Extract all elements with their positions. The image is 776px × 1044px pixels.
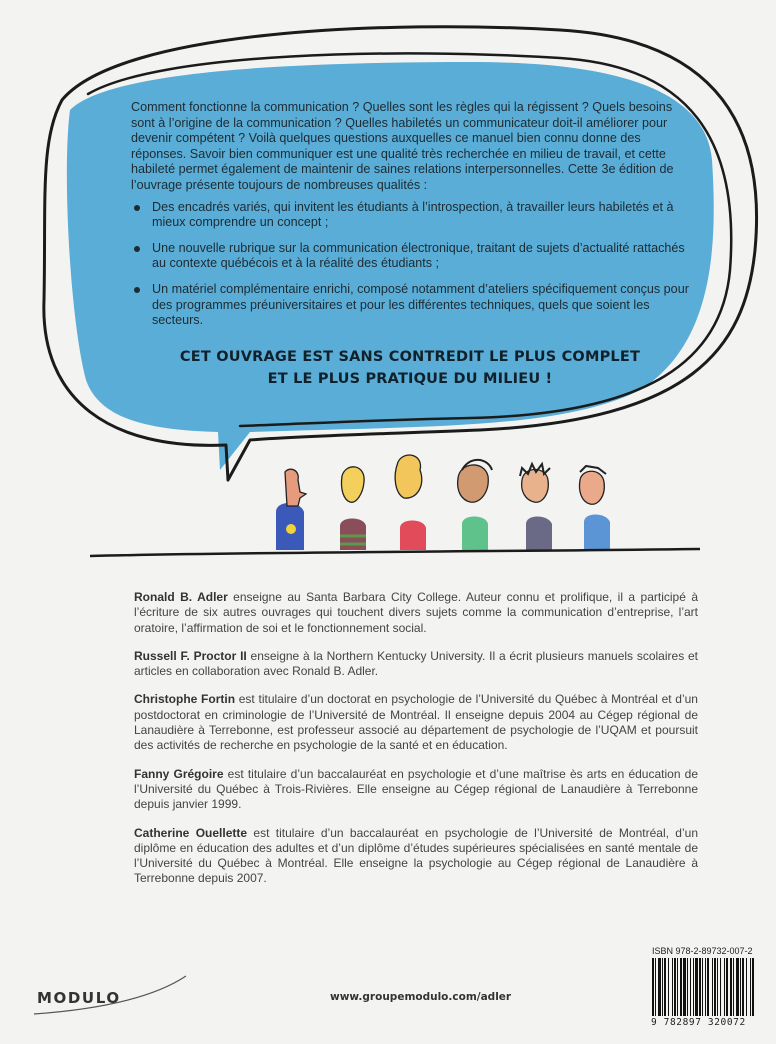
figure-1-icon xyxy=(276,469,306,550)
isbn-label: ISBN 978-2-89732-007-2 xyxy=(652,946,753,956)
figure-4-icon xyxy=(458,460,492,550)
author-bio xyxy=(134,590,698,636)
website-url[interactable]: www.groupemodulo.com/adler xyxy=(330,991,512,1003)
author-bio-text: est titulaire d’un baccalauréat en psychologie de l’Université de Montréal, d’un diplôme en éducation des adultes et d’un diplôme d’études supérieures spécialisées en santé mentale de l’Université du Québec à Montréal. Elle enseigne la psychologie au Cégep régional de Lanaudière à Terrebonne depuis 2007. xyxy=(134,825,698,886)
author-name: Ronald B. Adler xyxy=(134,590,228,604)
publisher-logo: MODULO xyxy=(37,989,121,1007)
list-item: Des encadrés variés, qui invitent les étudiants à l’introspection, à travailler leurs habiletés et à mieux comprendre un concept ; xyxy=(131,200,697,231)
author-name: Catherine Ouellette xyxy=(134,825,248,840)
figure-2-icon xyxy=(340,467,366,550)
list-item: Un matériel complémentaire enrichi, composé notamment d’ateliers spécifiquement conçus pour des programmes préuniversitaires et pour les différentes techniques, quels que soient les secteurs. xyxy=(131,282,697,329)
author-name: Russell F. Proctor II xyxy=(134,648,247,663)
author-bio-text: enseigne au Santa Barbara City College. Auteur connu et prolifique, il a participé à l’écriture de six autres ouvrages qui touchent divers sujets comme la communication d’entreprise, l’art oratoire, l’affirmation de soi et le fonctionnement social. xyxy=(134,590,698,635)
author-name: Christophe Fortin xyxy=(134,692,236,707)
list-item: Une nouvelle rubrique sur la communication électronique, traitant de sujets d’actualité rattachés au contexte québécois et à la réalité des étudiants ; xyxy=(131,241,697,272)
tagline-line: ET LE PLUS PRATIQUE DU MILIEU ! xyxy=(267,371,553,387)
author-name: Fanny Grégoire xyxy=(134,766,224,781)
figure-6-icon xyxy=(579,466,610,550)
author-bio xyxy=(134,767,698,813)
author-bio-text: enseigne à la Northern Kentucky University. Il a écrit plusieurs manuels scolaires et articles en collaboration avec Ronald B. Adler. xyxy=(134,648,698,679)
barcode-digits: 9 782897 320072 xyxy=(651,1017,746,1028)
tagline-line: CET OUVRAGE EST SANS CONTREDIT LE PLUS COMPLET xyxy=(179,349,641,365)
author-bio xyxy=(134,826,698,887)
figure-5-icon xyxy=(520,464,552,550)
ground-line xyxy=(90,549,700,556)
author-bio xyxy=(134,692,698,753)
figure-3-icon xyxy=(395,455,426,550)
author-bios xyxy=(134,590,698,900)
barcode-icon xyxy=(651,958,757,1016)
author-bio xyxy=(134,649,698,680)
author-bio-text: est titulaire d’un doctorat en psychologie de l’Université du Québec à Montréal et d’un postdoctorat en criminologie de l’Université de Montréal. Il enseigne depuis 2004 au Cégep régional de Lanaudière à Terrebonne, est professeur associé au département de psychologie de l’UQAM et poursuit des activités de recherche en psychologie de la santé et en éducation. xyxy=(134,692,698,753)
author-bio-text: est titulaire d’un baccalauréat en psychologie et d’une maîtrise ès arts en éducation de l’Université du Québec à Trois-Rivières. Elle enseigne au Cégep régional de Lanaudière à Terrebonne depuis janvier 1999. xyxy=(134,766,699,812)
intro-paragraph: Comment fonctionne la communication ? Quelles sont les règles qui la régissent ? Quels besoins sont à l’origine de la communication ? Quelles habiletés un communicateur doit-il améliorer pour devenir compétent ? Voilà quelques questions auxquelles ce manuel bien connu donne des réponses. Savoir bien communiquer est une qualité très recherchée en milieu de travail, et cette habileté permet également de maintenir de saines relations interpersonnelles. Cette 3e édition de l’ouvrage présente toujours de nombreuses qualités : xyxy=(131,100,674,192)
